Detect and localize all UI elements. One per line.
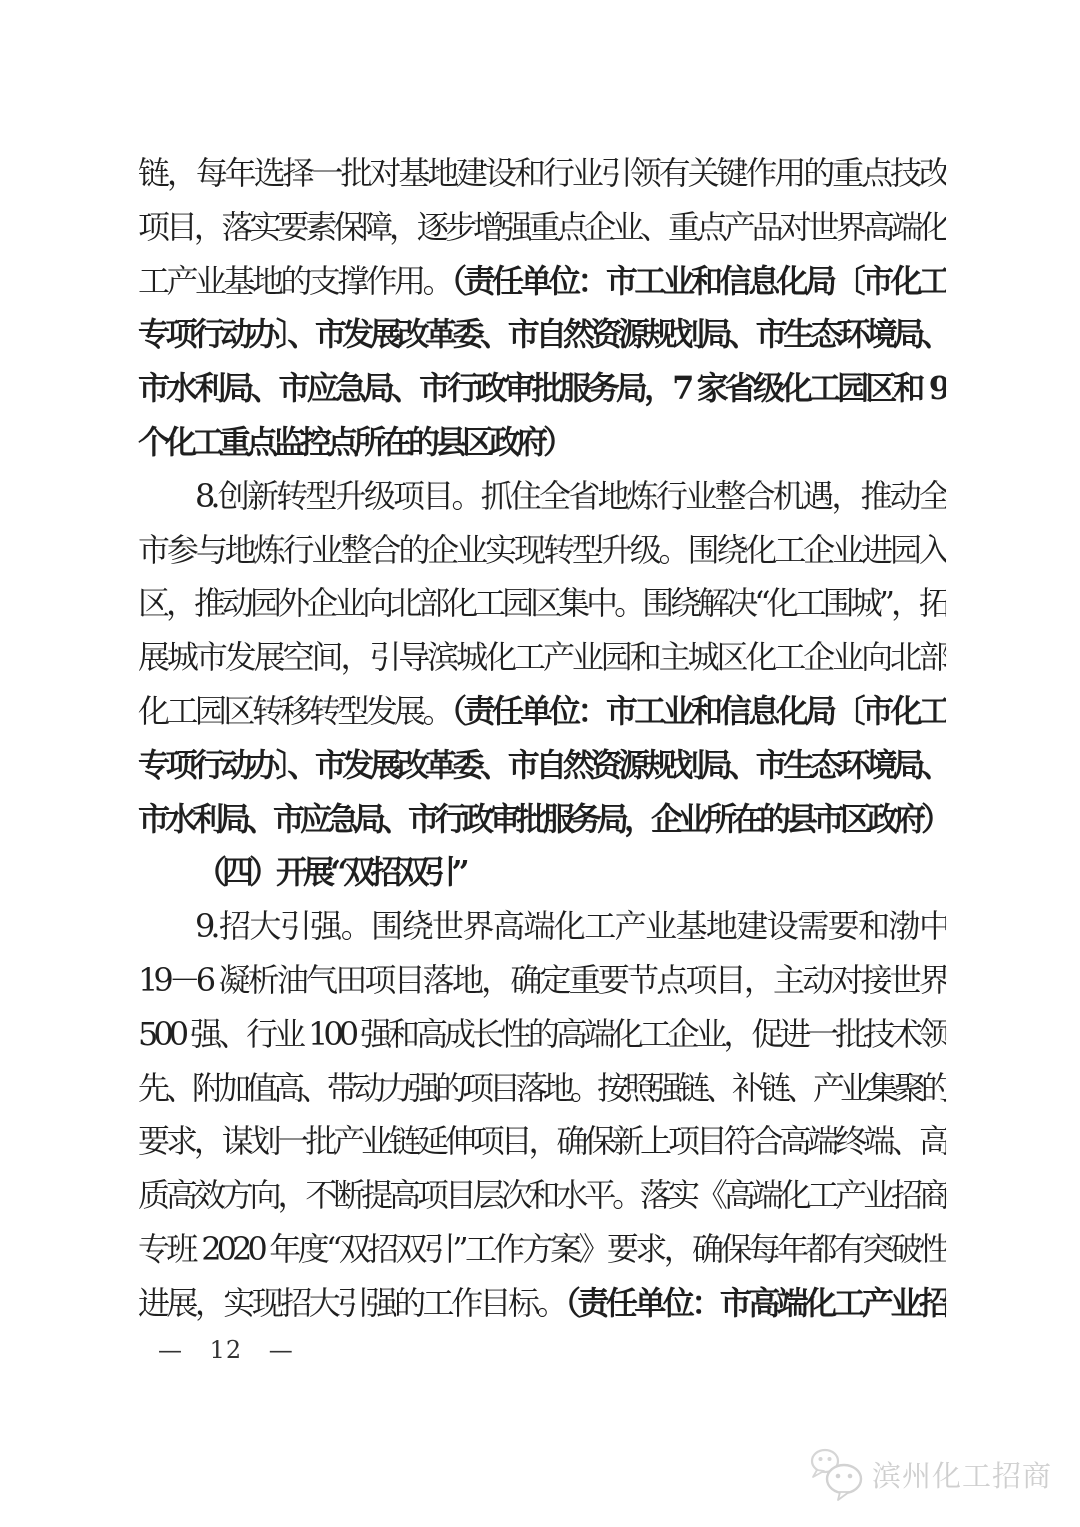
text-segment: 市参与地炼行业整合的企业实现转型升级。围绕化工企业进园入 — [138, 530, 946, 569]
text-segment: 区，推动园外企业向北部化工园区集中。围绕解决“化工围城”，拓 — [138, 584, 946, 623]
text-segment-bold: （责任单位：市工业和信息化局〔市化工 — [451, 261, 946, 300]
text-segment: 19－6 凝析油气田项目落地，确定重要节点项目，主动对接世界 — [138, 960, 946, 999]
text-line — [138, 685, 946, 739]
text-segment-bold: 市水利局、市应急局、市行政审批服务局，7 家省级化工园区和 9 — [138, 369, 946, 408]
text-line — [138, 308, 946, 362]
text-segment: 链，每年选择一批对基地建设和行业引领有关键作用的重点技改 — [138, 154, 946, 192]
text-segment-bold: （责任单位：市工业和信息化局〔市化工 — [451, 691, 946, 730]
text-line — [138, 577, 946, 631]
text-line — [138, 147, 946, 201]
text-line — [138, 846, 946, 900]
text-line — [138, 1169, 946, 1223]
wechat-icon — [808, 1446, 866, 1502]
text-segment: 先、附加值高、带动力强的项目落地。按照强链、补链、产业集聚的 — [138, 1068, 946, 1107]
text-segment: 化工园区转移转型发展。 — [138, 691, 452, 730]
text-segment: 进展，实现招大引强的工作目标。 — [138, 1283, 565, 1322]
text-line — [138, 1277, 946, 1331]
text-line — [138, 470, 946, 524]
text-segment: 要求，谋划一批产业链延伸项目，确保新上项目符合高端终端、高 — [138, 1122, 946, 1161]
text-line — [138, 524, 946, 578]
text-segment: 质高效方向，不断提高项目层次和水平。落实《高端化工产业招商 — [138, 1176, 946, 1215]
text-segment: 专班 2020 年度“双招双引”工作方案》要求，确保每年都有突破性 — [138, 1229, 946, 1268]
page-number: — 12 — — [158, 1336, 294, 1364]
watermark-label: 滨州化工招商 — [871, 1458, 1052, 1493]
text-line — [138, 255, 946, 309]
text-segment-bold: 专项行动办〕、市发展改革委、市自然资源规划局、市生态环境局、 — [138, 745, 946, 784]
text-segment-bold: 市水利局、市应急局、市行政审批服务局，企业所在的县市区政府） — [138, 799, 946, 838]
watermark — [808, 1446, 1052, 1502]
text-line — [138, 631, 946, 685]
text-line — [138, 793, 946, 847]
text-line — [138, 1223, 946, 1277]
text-segment: 500 强、行业 100 强和高成长性的高端化工企业，促进一批技术领 — [138, 1014, 946, 1053]
text-segment: 展城市发展空间，引导滨城化工产业园和主城区化工企业向北部 — [138, 638, 946, 677]
document-body — [138, 147, 946, 1331]
text-line — [138, 954, 946, 1008]
text-line — [138, 201, 946, 255]
text-segment-bold: 个化工重点监控点所在的县区政府） — [138, 422, 571, 461]
text-line — [138, 1115, 946, 1169]
text-segment-bold: （四）开展“双招双引” — [195, 853, 465, 892]
text-segment: 项目，落实要素保障，逐步增强重点企业、重点产品对世界高端化 — [138, 207, 946, 246]
text-segment-bold: 专项行动办〕、市发展改革委、市自然资源规划局、市生态环境局、 — [138, 315, 946, 354]
page-footer — [158, 1336, 294, 1364]
text-segment-bold: （责任单位：市高端化工产业招 — [564, 1283, 946, 1322]
text-segment: 工产业基地的支撑作用。 — [138, 261, 452, 300]
text-line — [138, 1062, 946, 1116]
text-line — [138, 362, 946, 416]
text-line — [138, 900, 946, 954]
text-line — [138, 739, 946, 793]
text-segment: 8.创新转型升级项目。抓住全省地炼行业整合机遇，推动全 — [195, 476, 946, 515]
text-line — [138, 416, 946, 470]
text-line — [138, 1008, 946, 1062]
text-segment: 9.招大引强。围绕世界高端化工产业基地建设需要和渤中 — [195, 907, 946, 946]
